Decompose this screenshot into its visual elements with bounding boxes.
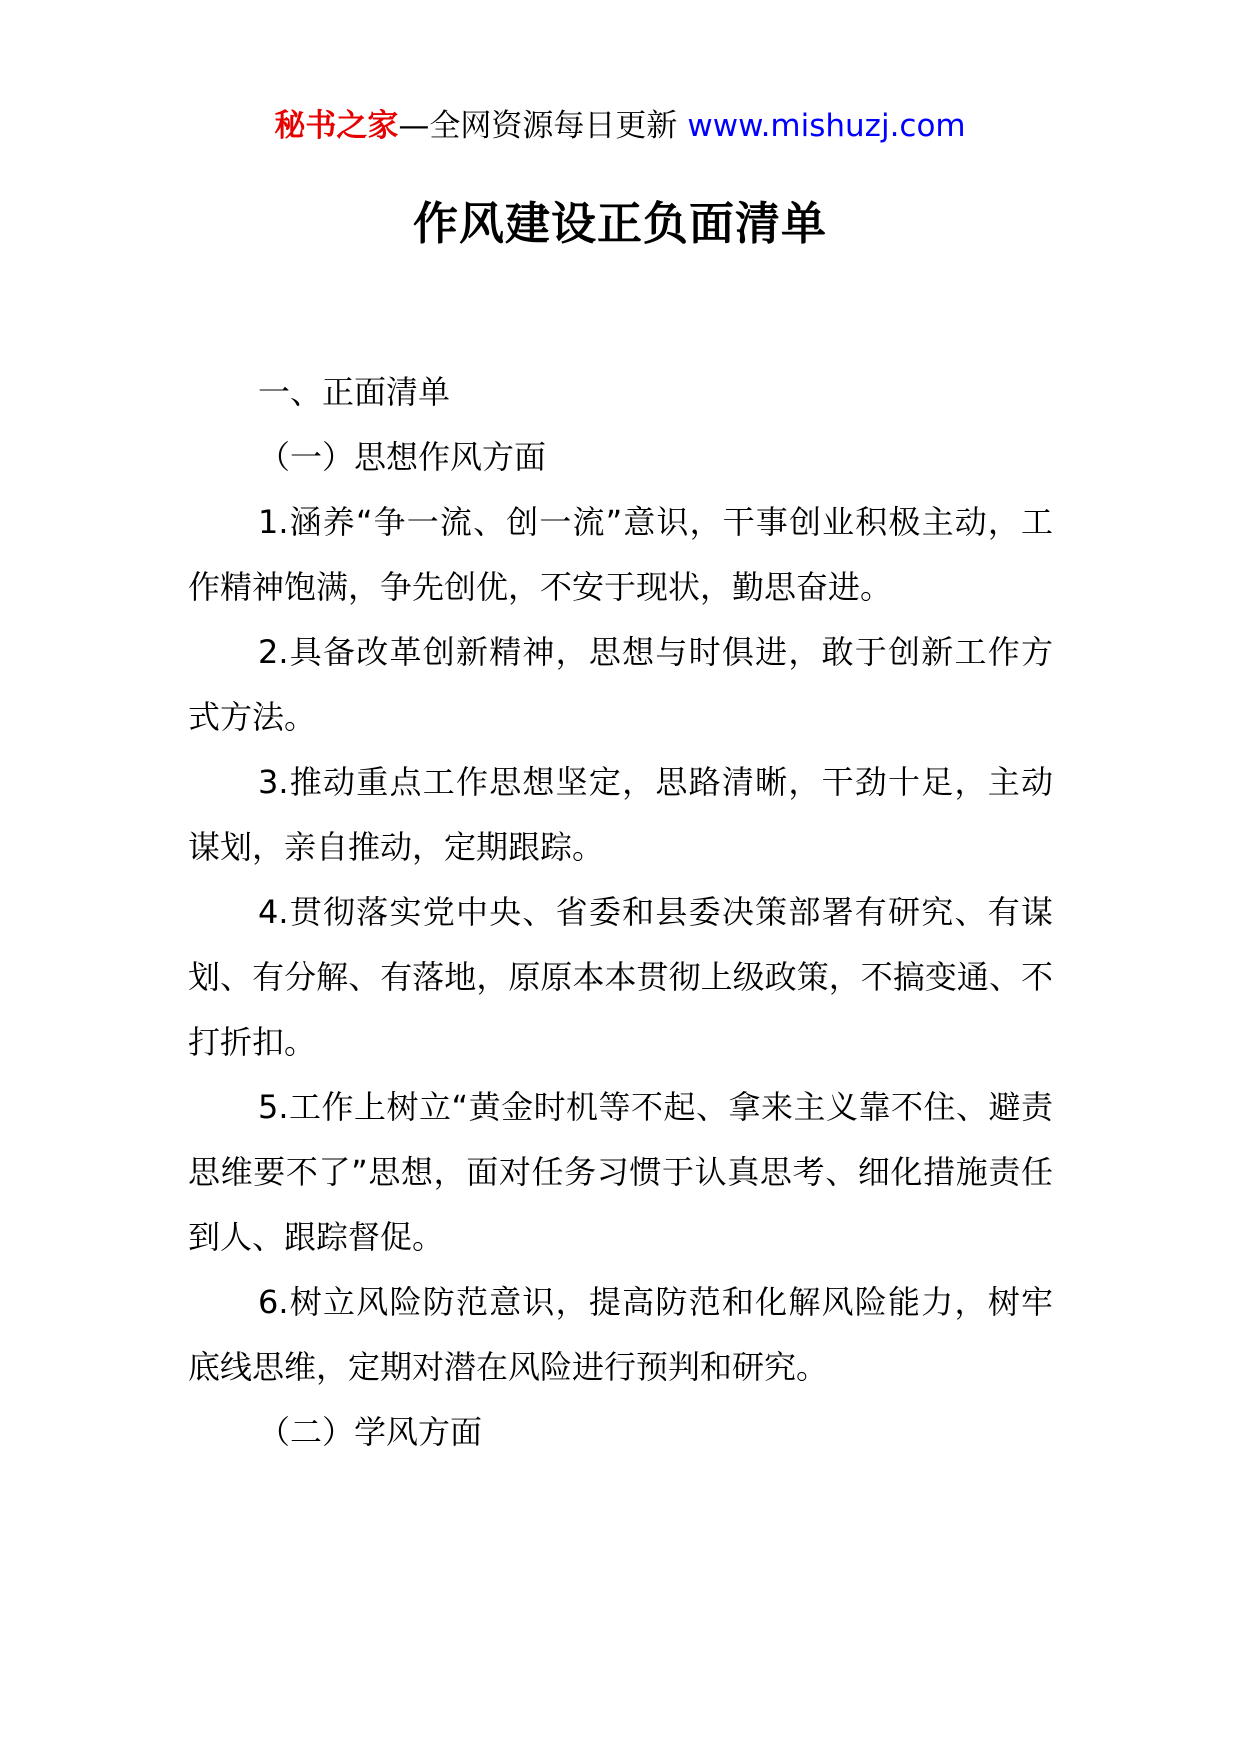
site-brand: 秘书之家 [274, 108, 399, 144]
document-body [188, 360, 1053, 1465]
site-tagline: —全网资源每日更新 [398, 108, 678, 144]
subsection-heading-thinking-style: （一）思想作风方面 [258, 438, 547, 476]
list-item-2: 2.具备改革创新精神，思想与时俱进，敢于创新工作方式方法。 [188, 633, 1053, 736]
site-url-link[interactable]: www.mishuzj.com [687, 108, 966, 144]
list-item-4: 4.贯彻落实党中央、省委和县委决策部署有研究、有谋划、有分解、有落地，原原本本贯彻上级政策，不搞变通、不打折扣。 [188, 893, 1053, 1061]
document-title: 作风建设正负面清单 [412, 197, 827, 250]
list-item-5: 5.工作上树立“黄金时机等不起、拿来主义靠不住、避责思维要不了”思想，面对任务习惯于认真思考、细化措施责任到人、跟踪督促。 [188, 1088, 1053, 1256]
list-item-3: 3.推动重点工作思想坚定，思路清晰，干劲十足，主动谋划，亲自推动，定期跟踪。 [188, 763, 1053, 866]
site-header [0, 98, 1240, 154]
list-item-6: 6.树立风险防范意识，提高防范和化解风险能力，树牢底线思维，定期对潜在风险进行预判和研究。 [188, 1283, 1053, 1386]
list-item-1: 1.涵养“争一流、创一流”意识，干事创业积极主动，工作精神饱满，争先创优，不安于现状，勤思奋进。 [188, 503, 1053, 606]
subsection-heading-study-style: （二）学风方面 [258, 1413, 483, 1451]
section-heading-positive-list: 一、正面清单 [258, 373, 451, 411]
